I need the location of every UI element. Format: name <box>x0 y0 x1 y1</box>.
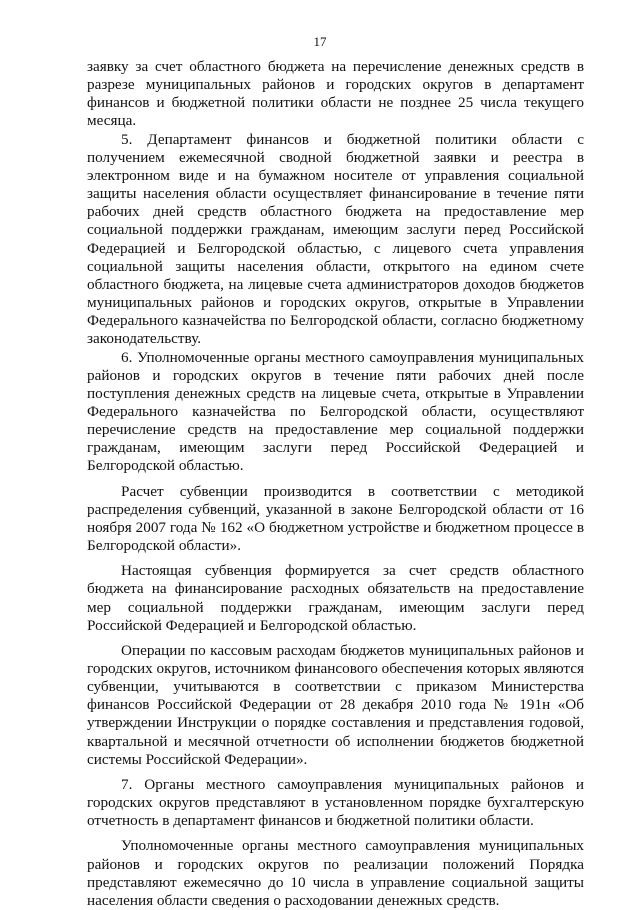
paragraph-subvention-source: Настоящая субвенция формируется за счет средств областного бюджета на финансирование расходных обязательств на предоставление мер социальной поддержки гражданам, имеющим заслуги перед Российской Федерацией и Белгородской областью. <box>87 562 584 634</box>
paragraph-item-6: 6. Уполномоченные органы местного самоуправления муниципальных районов и городских округов в течение пяти рабочих дней после поступления денежных средств на лицевые счета, открытые в Управлении Федерального казначейства по Белгородской области, осуществляют перечисление средств на предоставление мер социальной поддержки гражданам, имеющим заслуги перед Российской Федерацией и Белгородской областью. <box>87 348 584 475</box>
paragraph-item-5: 5. Департамент финансов и бюджетной политики области с получением ежемесячной сводной бюджетной заявки и реестра в электронном виде и на бумажном носителе от управления социальной защиты населения области осуществляет финансирование в течение пяти рабочих дней средств областного бюджета на предоставление мер социальной поддержки гражданам, имеющим заслуги перед Российской Федерацией и Белгородской областью, с лицевого счета управления социальной защиты населения области, открытого на едином счете областного бюджета, на лицевые счета администраторов доходов бюджетов муниципальных районов и городских округов, открытые в Управлении Федерального казначейства по Белгородской области, согласно бюджетному законодательству. <box>87 130 584 348</box>
paragraph-continuation: заявку за счет областного бюджета на перечисление денежных средств в разрезе муниципальных районов и городских округов в департамент финансов и бюджетной политики области не позднее 25 числа текущего месяца. <box>87 58 584 130</box>
document-body <box>87 58 584 910</box>
paragraph-item-7: 7. Органы местного самоуправления муниципальных районов и городских округов представляют в установленном порядке бухгалтерскую отчетность в департамент финансов и бюджетной политики области. <box>87 775 584 830</box>
page-number: 17 <box>313 34 327 49</box>
paragraph-monthly-report: Уполномоченные органы местного самоуправления муниципальных районов и городских округов по реализации положений Порядка представляют ежемесячно до 10 числа в управление социальной защиты населения области сведения о расходовании денежных средств. <box>87 837 584 909</box>
paragraph-cash-operations: Операции по кассовым расходам бюджетов муниципальных районов и городских округов, источником финансового обеспечения которых являются субвенции, учитываются в соответствии с приказом Министерства финансов Российской Федерации от 28 декабря 2010 года № 191н «Об утверждении Инструкции о порядке составления и представления годовой, квартальной и месячной отчетности об исполнении бюджетов бюджетной системы Российской Федерации». <box>87 641 584 768</box>
paragraph-subvention-calculation: Расчет субвенции производится в соответствии с методикой распределения субвенций, указанной в законе Белгородской области от 16 ноября 2007 года № 162 «О бюджетном устройстве и бюджетном процессе в Белгородской области». <box>87 482 584 555</box>
